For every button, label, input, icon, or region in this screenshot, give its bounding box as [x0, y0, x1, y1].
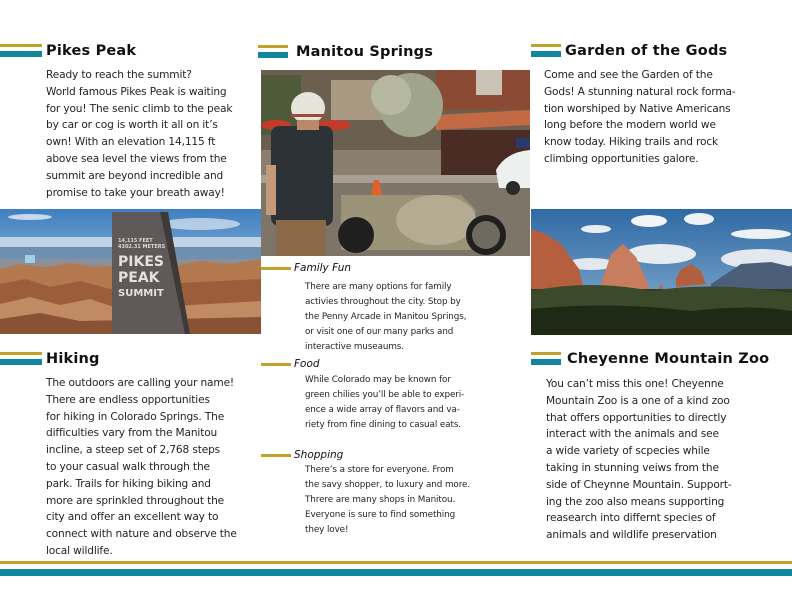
sign-name-1: PIKES	[118, 254, 164, 270]
pikes-peak-heading	[0, 43, 136, 59]
heading-bars-icon	[531, 352, 561, 366]
food-text: While Colorado may be known for green chilies you’ll be able to experi- ence a wide array of flavors and va- riety from fine dining to casual eats.	[305, 375, 465, 430]
footer-gold-rule	[0, 561, 792, 564]
sign-elevation-meters: 4302.31 METERS	[118, 244, 166, 250]
manitou-springs-heading	[258, 44, 433, 60]
pikes-peak-text: Ready to reach the summit? World famous Pikes Peak is waiting for you! The senic climb to the peak by car or cog is worth it all on it’s own! With an elevation 14,115 ft above sea level the views from the summit are beyond incredible and promise to take your breath away!	[46, 69, 233, 199]
subheading-line-icon	[261, 454, 291, 457]
manitou-springs-title: Manitou Springs	[296, 44, 434, 60]
heading-bars-icon	[531, 44, 561, 58]
shopping-heading	[261, 449, 343, 461]
subheading-line-icon	[261, 267, 291, 270]
pikes-peak-summit-photo	[0, 209, 261, 334]
family-fun-heading	[261, 262, 351, 274]
cheyenne-mountain-zoo-title: Cheyenne Mountain Zoo	[567, 351, 770, 367]
footer-teal-rule	[0, 569, 792, 576]
hiking-text: The outdoors are calling your name! There are endless opportunities for hiking in Colorado Springs. The difficulties vary from the Manitou incline, a steep set of 2,768 steps to your casual walk through the park. Trails for hiking biking and more are sprinkled throughout the city and offer an excellent way to connect with nature and observe the local wildlife.	[46, 377, 237, 557]
hiking-heading	[0, 351, 100, 367]
garden-of-the-gods-title: Garden of the Gods	[565, 43, 728, 59]
garden-of-the-gods-photo	[531, 209, 792, 335]
sign-elevation-feet: 14,115 FEET	[118, 238, 153, 244]
manitou-springs-street-photo	[261, 70, 530, 256]
food-heading	[261, 358, 320, 370]
cheyenne-mountain-zoo-text: You can’t miss this one! Cheyenne Mountain Zoo is a one of a kind zoo that offers opportunities to directly interact with the animals and see a wide variety of scpecies while taking in stunning veiws from the side of Cheynne Mountain. Support- ing the zoo also means supporting reasearch into differnt species of animals and wildlife preservation	[546, 378, 732, 542]
heading-bars-icon	[258, 45, 288, 59]
hiking-title: Hiking	[46, 351, 100, 367]
sign-name-3: SUMMIT	[118, 288, 164, 299]
family-fun-text: There are many options for family activies throughout the city. Stop by the Penny Arcade in Manitou Springs, or visit one of our many parks and interactive museaums.	[305, 282, 467, 352]
sign-name-2: PEAK	[118, 270, 160, 286]
cheyenne-mountain-zoo-heading	[531, 351, 769, 367]
garden-of-the-gods-heading	[531, 43, 727, 59]
heading-bars-icon	[0, 352, 42, 366]
food-title: Food	[294, 358, 320, 370]
pikes-peak-title: Pikes Peak	[46, 43, 137, 59]
family-fun-title: Family Fun	[294, 262, 352, 274]
heading-bars-icon	[0, 44, 42, 58]
shopping-text: There’s a store for everyone. From the savy shopper, to luxury and more. Threre are many shops in Manitou. Everyone is sure to find something they love!	[305, 465, 471, 535]
shopping-title: Shopping	[294, 449, 344, 461]
subheading-line-icon	[261, 363, 291, 366]
garden-of-the-gods-text: Come and see the Garden of the Gods! A stunning natural rock forma- tion worshiped by Native Americans long before the modern world we know today. Hiking trails and rock climbing opportunities galore.	[544, 69, 736, 165]
